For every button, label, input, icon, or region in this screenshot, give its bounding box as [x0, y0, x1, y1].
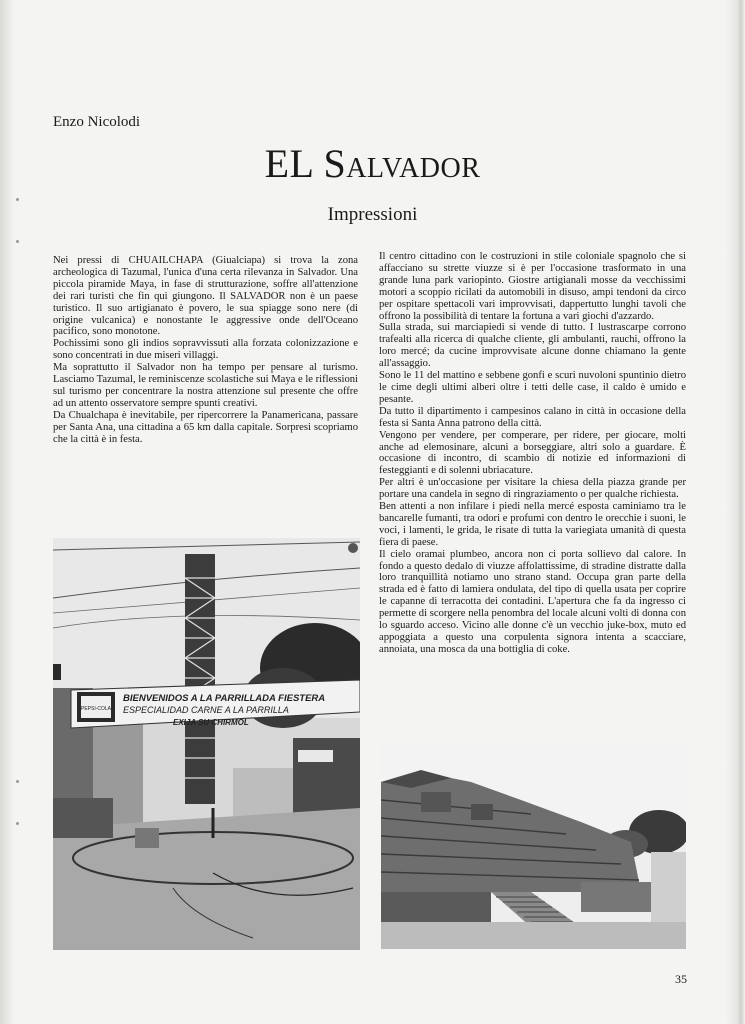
right-text-column: [379, 251, 686, 656]
pyramid-photo: [381, 742, 686, 949]
title-second-word: Salvador: [323, 141, 481, 186]
paragraph: Pochissimi sono gli indios sopravvissuti alla forzata colonizzazione e sono concentrati in due miseri villaggi.: [53, 338, 358, 362]
paragraph: Da Chualchapa è inevitabile, per ripercorrere la Panamericana, passare per Santa Ana, una cittadina a 65 km dalla capitale. Sorpresi scopriamo che la città è in festa.: [53, 409, 358, 445]
paragraph: Da tutto il dipartimento i campesinos calano in città in occasione della festa si Santa Anna patrono della città.: [379, 405, 686, 429]
paragraph: Il cielo oramai plumbeo, ancora non ci porta sollievo dal calore. In fondo a questo dedalo di viuzze affolattissime, di stradine distratte dalla loro tranquillità notiamo uno strano stand. Occupa gran parte della strada ed è fatto di lamiera ondulata, del tipo di quella usata per coprire le capanne di terracotta dei contadini. L'apertura che fa da ingresso ci permette di scorgere nella penombra del locale alcuni volti di donna con lo sguardo acceso. Vicino alle donne c'è un vecchio juke-box, muto ed appoggiata a questo una corpulenta signora intenta a scacciare, annoiata, una mosca da una bottiglia di coke.: [379, 548, 686, 655]
author-name: Enzo Nicolodi: [53, 114, 141, 130]
left-text-column: [53, 255, 358, 446]
paragraph: Sono le 11 del mattino e sebbene gonfi e scuri nuvoloni spuntinio dietro le cime degli ultimi alberi oltre i tetti delle case, il caldo è umido e pesante.: [379, 370, 686, 405]
title-first-word: EL: [264, 141, 313, 186]
banner-line-2: ESPECIALIDAD CARNE A LA PARRILLA: [123, 705, 289, 715]
fairground-photo: [53, 538, 360, 950]
paragraph: Ben attenti a non infilare i piedi nella mercé esposta caminiamo tra le bancarelle fumanti, tra odori e profumi con dentro le orecchie i suoni, le voci, i lamenti, le grida, le risate di tutta la variegiata umanità di questa fiera di paese.: [379, 501, 686, 548]
article-subtitle: [0, 204, 745, 226]
paragraph: Vengono per vendere, per comperare, per ridere, per giocare, molti anche ad elemosinare, alcuni a borseggiare, altri solo a guardare. È occasione di incontro, di scambio di notizie ed informazioni di festeggianti e di solenni ubriacature.: [379, 429, 686, 477]
sign-pepsi: PEPSI-COLA: [80, 706, 112, 712]
page-number: 35: [675, 972, 687, 986]
paragraph: Sulla strada, sui marciapiedi si vende di tutto. I lustrascarpe corrono trafealti alla ricerca di qualche cliente, gli ambulanti, rauchi, offrono la loro mercé; da cucine improvvisate alcune donne chiamano la gente all'assaggio.: [379, 322, 686, 370]
paragraph: Il centro cittadino con le costruzioni in stile coloniale spagnolo che si affacciano su strette viuzze si è per l'occasione trasformato in una grande luna park variopinto. Giostre artigianali mosse da vecchissimi motori a scoppio ricilati da automobili in disuso, ampi tendoni da circo per ospitare spettacoli vari improvvisati, dappertutto lunghi tavoli che offrono la possibilità di tentare la fortuna a vari giochi d'azzardo.: [379, 251, 686, 322]
banner-line-1: BIENVENIDOS A LA PARRILLADA FIESTERA: [123, 693, 326, 704]
article-title: [0, 140, 745, 187]
margin-mark: [16, 822, 19, 825]
paragraph: Per altri è un'occasione per visitare la chiesa della piazza grande per portare una candela in segno di ringraziamento o per qualche richiesta.: [379, 477, 686, 501]
margin-mark: [16, 198, 19, 201]
margin-mark: [16, 240, 19, 243]
banner-line-3: EXIJA SU CHIRMOL: [173, 718, 249, 727]
margin-mark: [16, 780, 19, 783]
paragraph: Ma soprattutto il Salvador non ha tempo per pensare al turismo. Lasciamo Tazumal, le reminiscenze scolastiche sui Maya e le riflessioni sul turismo per concentrare la nostra attenzione sul presente che offre ad un attento osservatore sempre spunti creativi.: [53, 362, 358, 409]
paragraph: Nei pressi di CHUAILCHAPA (Giualciapa) si trova la zona archeologica di Tazumal, l'unica d'una certa rilevanza in Salvador. Una piccola piramide Maya, in fase di strutturazione, soffre all'attenzione dei rari turisti che fin qui giungono. Il SALVADOR non è un paese turistico. Il suo artigianato è povero, le sua spiagge sono nere (di origine vulcanica) e nonostante le aggressive onde dell'Oceano pacifico, sono monotone.: [53, 255, 358, 338]
subtitle-text: Impressioni: [327, 204, 418, 225]
